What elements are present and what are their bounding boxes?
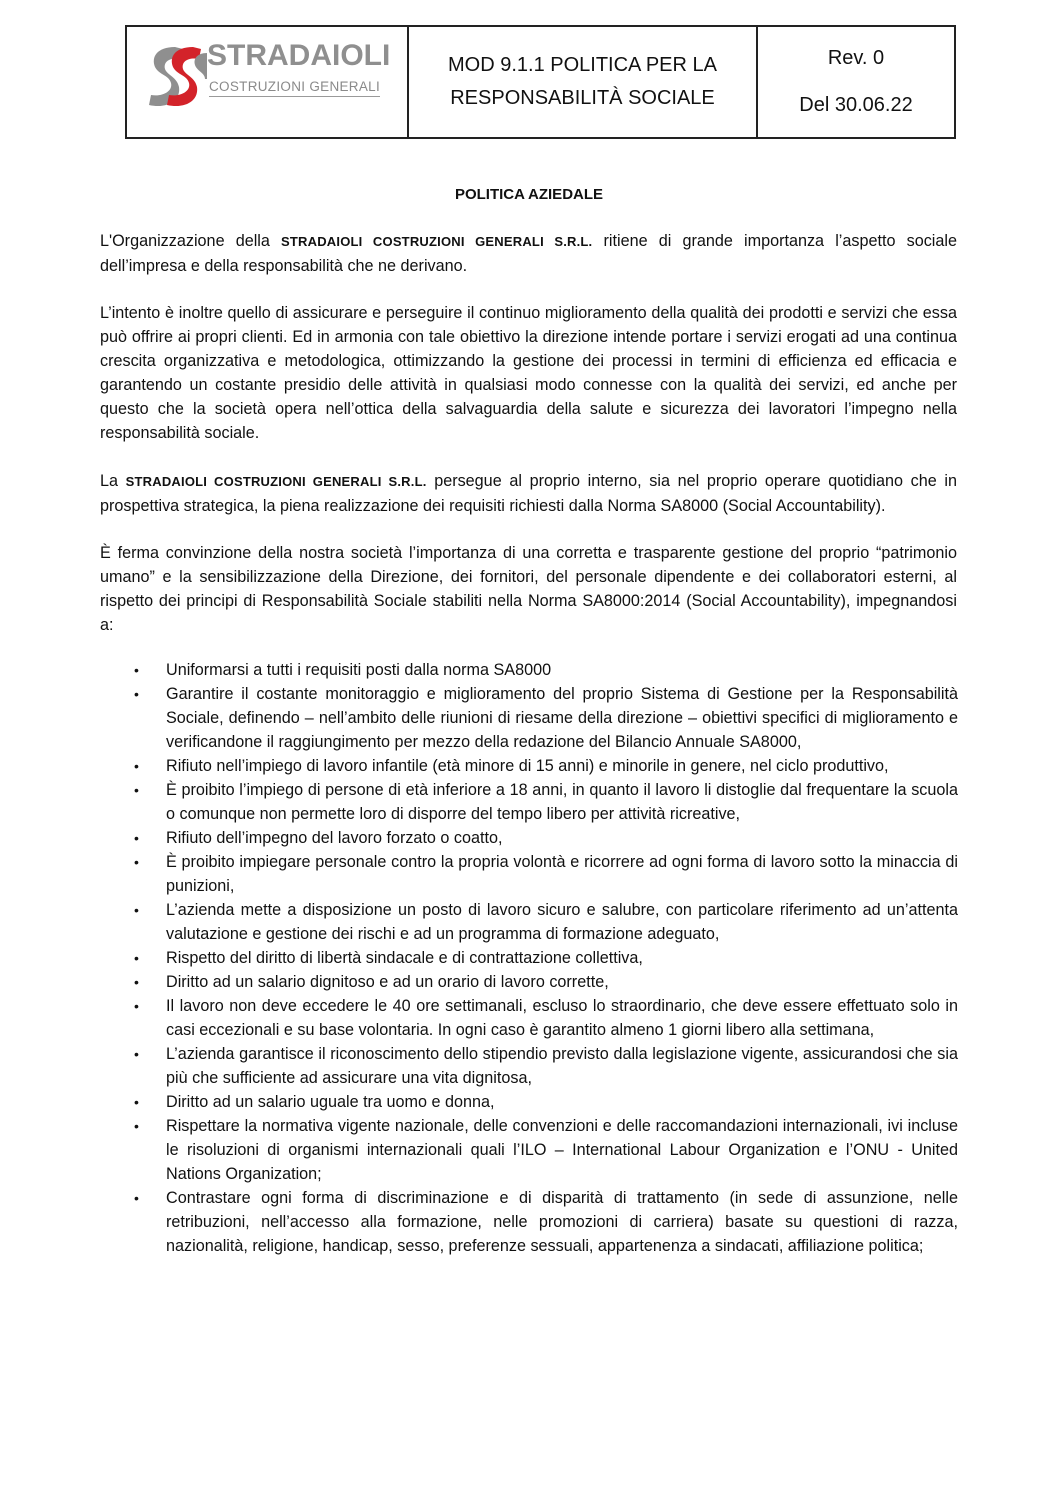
list-item — [130, 1114, 958, 1186]
list-item — [130, 970, 958, 994]
bullet-icon: • — [134, 1046, 139, 1062]
bullet-icon: • — [134, 950, 139, 966]
list-item-text: L’azienda mette a disposizione un posto di lavoro sicuro e salubre, con particolare riferimento ad un’attenta valutazione e gestione dei rischi e ad un programma di formazione adeguato, — [166, 901, 958, 943]
revision-cell — [758, 27, 954, 137]
list-item — [130, 898, 958, 946]
list-item-text: Rifiuto nell’impiego di lavoro infantile (età minore di 15 anni) e minorile in genere, nel ciclo produttivo, — [166, 757, 889, 775]
list-item-text: Rifiuto dell’impegno del lavoro forzato o coatto, — [166, 829, 503, 847]
list-item — [130, 1042, 958, 1090]
list-item-text: Rispetto del diritto di libertà sindacale e di contrattazione collettiva, — [166, 949, 643, 967]
bullet-icon: • — [134, 1190, 139, 1206]
paragraph-sa8000-end: persegue al proprio interno, sia nel proprio operare quotidiano che in prospettiva strategica, la piena realizzazione dei requisiti richiesti dalla Norma SA8000 (Social Accountability). — [100, 472, 957, 515]
paragraph-sa8000-start: La — [100, 472, 126, 490]
list-item-text: Contrastare ogni forma di discriminazione e di disparità di trattamento (in sede di assunzione, nelle retribuzioni, nell’accesso alla formazione, nelle promozioni di carriera) basate su questioni di razza, nazionalità, religione, handicap, sesso, preferenze sessuali, appartenenza a sindacati, affiliazione politica; — [166, 1189, 958, 1255]
list-item — [130, 1186, 958, 1258]
list-item-text: È proibito impiegare personale contro la propria volontà e ricorrere ad ogni forma di lavoro sotto la minaccia di punizioni, — [166, 853, 958, 895]
logo-subtitle: COSTRUZIONI GENERALI — [209, 79, 380, 97]
commitments-list — [130, 658, 958, 1258]
bullet-icon: • — [134, 686, 139, 702]
company-name: STRADAIOLI COSTRUZIONI GENERALI S.R.L. — [281, 234, 593, 249]
list-item — [130, 826, 958, 850]
stradaioli-logo-icon — [147, 43, 209, 117]
revision-date: Del 30.06.22 — [799, 94, 913, 116]
paragraph-intro-start: L'Organizzazione della — [100, 232, 282, 250]
list-item — [130, 1090, 958, 1114]
list-item-text: Uniformarsi a tutti i requisiti posti dalla norma SA8000 — [166, 661, 552, 679]
list-item-text: Diritto ad un salario uguale tra uomo e donna, — [166, 1093, 495, 1111]
list-item — [130, 682, 958, 754]
bullet-icon: • — [134, 782, 139, 798]
paragraph-commitment: È ferma convinzione della nostra società l’importanza di una corretta e trasparente gestione del proprio “patrimonio umano” e la sensibilizzazione della Direzione, dei fornitori, del personale dipendente e dei collaboratori esterni, al rispetto dei principi di Responsabilità Sociale stabiliti nella Norma SA8000:2014 (Social Accountability), impegnandosi a: — [100, 544, 957, 634]
bullet-icon: • — [134, 998, 139, 1014]
document-code-title — [409, 27, 758, 137]
list-item-text: L’azienda garantisce il riconoscimento dello stipendio previsto dalla legislazione vigente, assicurandosi che sia più che sufficiente ad assicurare una vita dignitosa, — [166, 1045, 958, 1087]
bullet-icon: • — [134, 1118, 139, 1134]
list-item — [130, 946, 958, 970]
bullet-icon: • — [134, 830, 139, 846]
paragraph-quality: L’intento è inoltre quello di assicurare e perseguire il continuo miglioramento della qualità dei prodotti e servizi che essa può offrire ai propri clienti. Ed in armonia con tale obiettivo la direzione intende portare i servizi erogati ad una continua crescita organizzativa e metodologica, ottimizzando la gestione dei processi in termini di efficienza ed efficacia e garantendo un costante presidio delle attività in qualsiasi modo connesse con la qualità dei servizi, ed anche per questo che la società opera nell’ottica della salvaguardia della salute e sicurezza dei lavoratori l’impegno nella responsabilità sociale. — [100, 304, 957, 442]
title-line-2: RESPONSABILITÀ SOCIALE — [450, 87, 715, 109]
list-item — [130, 658, 958, 682]
list-item — [130, 994, 958, 1042]
document-header-table — [125, 25, 956, 139]
revision-number: Rev. 0 — [827, 47, 885, 69]
paragraph-intro-end: ritiene di grande importanza l’aspetto sociale dell’impresa e della responsabilità che ne derivano. — [100, 232, 958, 275]
list-item-text: Diritto ad un salario dignitoso e ad un orario di lavoro corrette, — [166, 973, 609, 991]
company-name: STRADAIOLI COSTRUZIONI GENERALI S.R.L. — [125, 474, 427, 489]
page-title: POLITICA AZIEDALE — [454, 186, 604, 203]
bullet-icon: • — [134, 902, 139, 918]
bullet-icon: • — [134, 662, 139, 678]
bullet-icon: • — [134, 1094, 139, 1110]
logo-wordmark: STRADAIOLI — [207, 39, 391, 72]
paragraph-sa8000 — [100, 469, 957, 518]
bullet-icon: • — [134, 854, 139, 870]
list-item — [130, 778, 958, 826]
bullet-icon: • — [134, 974, 139, 990]
list-item-text: Garantire il costante monitoraggio e miglioramento del proprio Sistema di Gestione per la Responsabilità Sociale, definendo – nell’ambito delle riunioni di riesame della direzione – obiettivi specifici di miglioramento e verificandone il raggiungimento per mezzo della redazione del Bilancio Annuale SA8000, — [166, 685, 958, 751]
list-item-text: Rispettare la normativa vigente nazionale, delle convenzioni e delle raccomandazioni internazionali, ivi incluse le risoluzioni di organismi internazionali quali l’ILO – International Labour Organization e l’ONU - United Nations Organization; — [166, 1117, 958, 1183]
company-logo — [127, 27, 409, 137]
list-item — [130, 850, 958, 898]
list-item-text: È proibito l’impiego di persone di età inferiore a 18 anni, in quanto il lavoro li distoglie dal frequentare la scuola o comunque non permette loro di disporre del tempo libero per attività ricreative, — [166, 781, 958, 823]
list-item-text: Il lavoro non deve eccedere le 40 ore settimanali, escluso lo straordinario, che deve essere effettuato solo in casi eccezionali e su base volontaria. In ogni caso è garantito almeno 1 giorni libero alla settimana, — [166, 997, 958, 1039]
list-item — [130, 754, 958, 778]
title-line-1: MOD 9.1.1 POLITICA PER LA — [448, 54, 717, 76]
paragraph-intro — [100, 229, 957, 278]
bullet-icon: • — [134, 758, 139, 774]
